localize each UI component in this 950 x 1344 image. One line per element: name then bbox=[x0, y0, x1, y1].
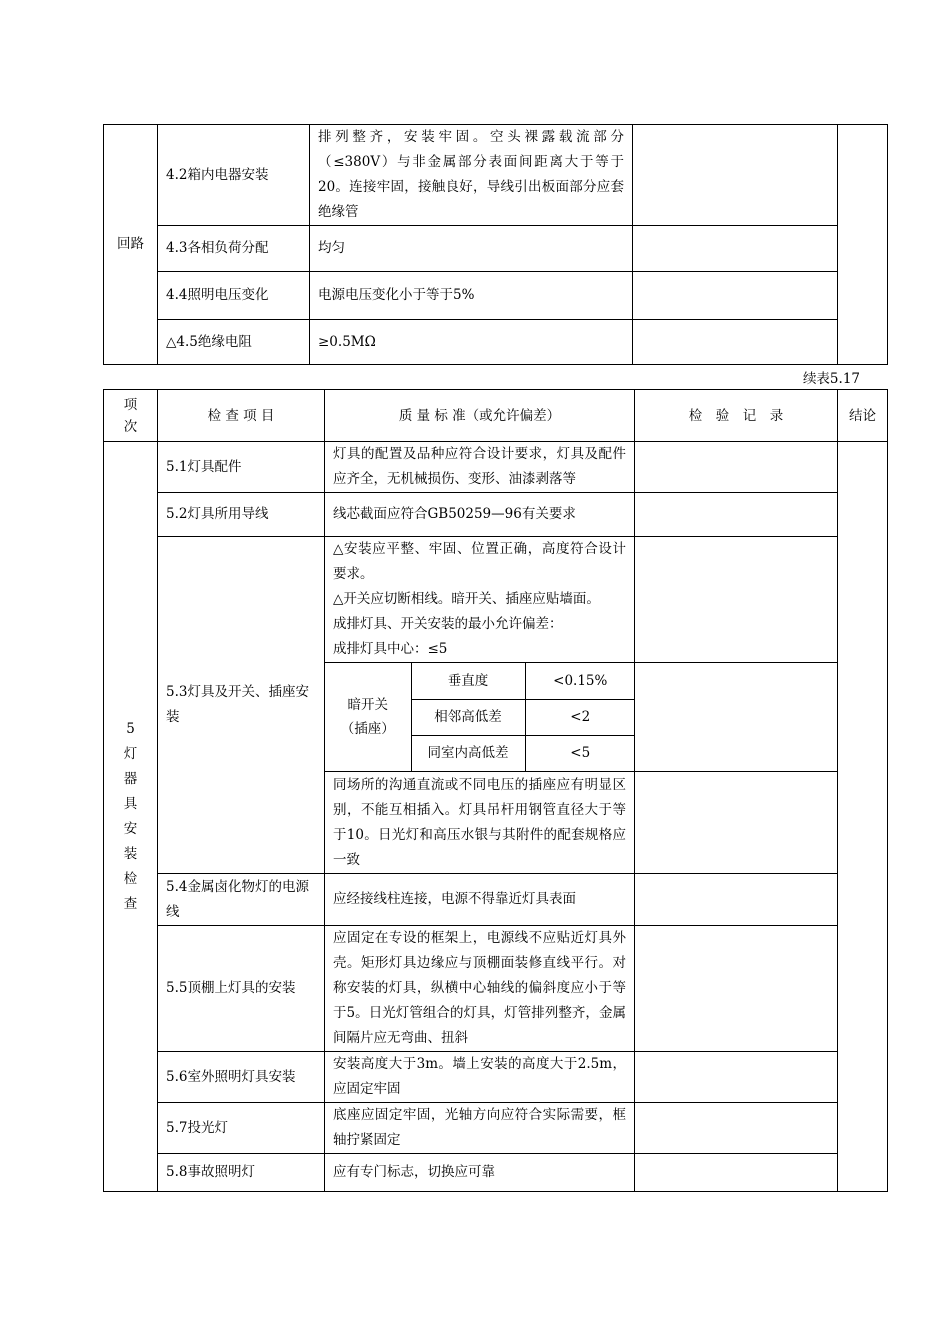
header-item: 检 查 项 目 bbox=[158, 390, 325, 442]
conclusion-cell[interactable] bbox=[838, 442, 888, 1192]
switch-tolerance-subtable bbox=[325, 663, 635, 771]
standard-5-5: 应固定在专设的框架上，电源线不应贴近灯具外壳。矩形灯具边缘应与顶棚面装修直线平行。对称安装的灯具，纵横中心轴线的偏斜度应小于等于5。日光灯管组合的灯具，灯管排列整齐，金属间隔片应无弯曲、扭斜 bbox=[325, 926, 635, 1052]
record-cell[interactable] bbox=[635, 442, 838, 493]
item-4-4: 4.4照明电压变化 bbox=[158, 272, 310, 320]
record-cell[interactable] bbox=[633, 226, 838, 272]
group-label-lamps: 5 灯 器 具 安 装 检 查 bbox=[104, 442, 158, 1192]
record-cell[interactable] bbox=[635, 493, 838, 537]
item-5-6: 5.6室外照明灯具安装 bbox=[158, 1052, 325, 1103]
header-conclusion: 结论 bbox=[838, 390, 888, 442]
standard-4-2: 排列整齐，安装牢固。空头裸露载流部分（≤380V）与非金属部分表面间距离大于等于20。连接牢固，接触良好，导线引出板面部分应套绝缘管 bbox=[310, 125, 633, 226]
item-5-7: 5.7投光灯 bbox=[158, 1103, 325, 1154]
standard-4-5: ≥0.5MΩ bbox=[310, 320, 633, 365]
standard-5-8: 应有专门标志，切换应可靠 bbox=[325, 1154, 635, 1192]
record-cell[interactable] bbox=[635, 663, 838, 772]
sub-value-vertical: <0.15% bbox=[525, 663, 635, 699]
record-cell[interactable] bbox=[635, 1052, 838, 1103]
record-cell[interactable] bbox=[633, 125, 838, 226]
record-cell[interactable] bbox=[633, 320, 838, 365]
continuation-label: 续表5.17 bbox=[802, 371, 860, 387]
standard-4-4: 电源电压变化小于等于5% bbox=[310, 272, 633, 320]
item-5-4: 5.4金属卤化物灯的电源线 bbox=[158, 874, 325, 926]
standard-4-3: 均匀 bbox=[310, 226, 633, 272]
header-index: 项次 bbox=[104, 390, 158, 442]
item-4-5: △4.5绝缘电阻 bbox=[158, 320, 310, 365]
circuit-table bbox=[103, 124, 888, 365]
record-cell[interactable] bbox=[635, 874, 838, 926]
record-cell[interactable] bbox=[635, 537, 838, 663]
sub-name-same-room: 同室内高低差 bbox=[411, 735, 525, 771]
item-4-3: 4.3各相负荷分配 bbox=[158, 226, 310, 272]
record-cell[interactable] bbox=[635, 1103, 838, 1154]
record-cell[interactable] bbox=[635, 772, 838, 874]
header-standard: 质 量 标 准（或允许偏差） bbox=[325, 390, 635, 442]
lamp-inspection-table bbox=[103, 389, 888, 1192]
standard-5-7: 底座应固定牢固，光轴方向应符合实际需要，框轴拧紧固定 bbox=[325, 1103, 635, 1154]
standard-5-3-top: △安装应平整、牢固、位置正确，高度符合设计要求。 △开关应切断相线。暗开关、插座应贴墙面。 成排灯具、开关安装的最小允许偏差： 成排灯具中心：≤5 bbox=[325, 537, 635, 663]
standard-5-1: 灯具的配置及品种应符合设计要求，灯具及配件应齐全，无机械损伤、变形、油漆剥落等 bbox=[325, 442, 635, 493]
standard-5-3-bottom: 同场所的沟通直流或不同电压的插座应有明显区别，不能互相插入。灯具吊杆用钢管直径大于等于10。日光灯和高压水银与其附件的配套规格应一致 bbox=[325, 772, 635, 874]
switch-tolerance-cell bbox=[325, 663, 635, 772]
item-4-2: 4.2箱内电器安装 bbox=[158, 125, 310, 226]
standard-5-2: 线芯截面应符合GB50259—96有关要求 bbox=[325, 493, 635, 537]
item-5-2: 5.2灯具所用导线 bbox=[158, 493, 325, 537]
item-5-5: 5.5顶棚上灯具的安装 bbox=[158, 926, 325, 1052]
record-cell[interactable] bbox=[635, 1154, 838, 1192]
item-5-1: 5.1灯具配件 bbox=[158, 442, 325, 493]
conclusion-cell[interactable] bbox=[838, 125, 888, 365]
item-5-8: 5.8事故照明灯 bbox=[158, 1154, 325, 1192]
header-record: 检 验 记 录 bbox=[635, 390, 838, 442]
group-label-circuit: 回路 bbox=[104, 125, 158, 365]
sub-value-same-room: <5 bbox=[525, 735, 635, 771]
record-cell[interactable] bbox=[633, 272, 838, 320]
standard-5-4: 应经接线柱连接，电源不得靠近灯具表面 bbox=[325, 874, 635, 926]
sub-name-adjacent: 相邻高低差 bbox=[411, 699, 525, 735]
sub-value-adjacent: <2 bbox=[525, 699, 635, 735]
sub-name-vertical: 垂直度 bbox=[411, 663, 525, 699]
standard-5-6: 安装高度大于3m。墙上安装的高度大于2.5m，应固定牢固 bbox=[325, 1052, 635, 1103]
item-5-3: 5.3灯具及开关、插座安装 bbox=[158, 537, 325, 874]
record-cell[interactable] bbox=[635, 926, 838, 1052]
switch-label: 暗开关 （插座） bbox=[325, 663, 411, 771]
